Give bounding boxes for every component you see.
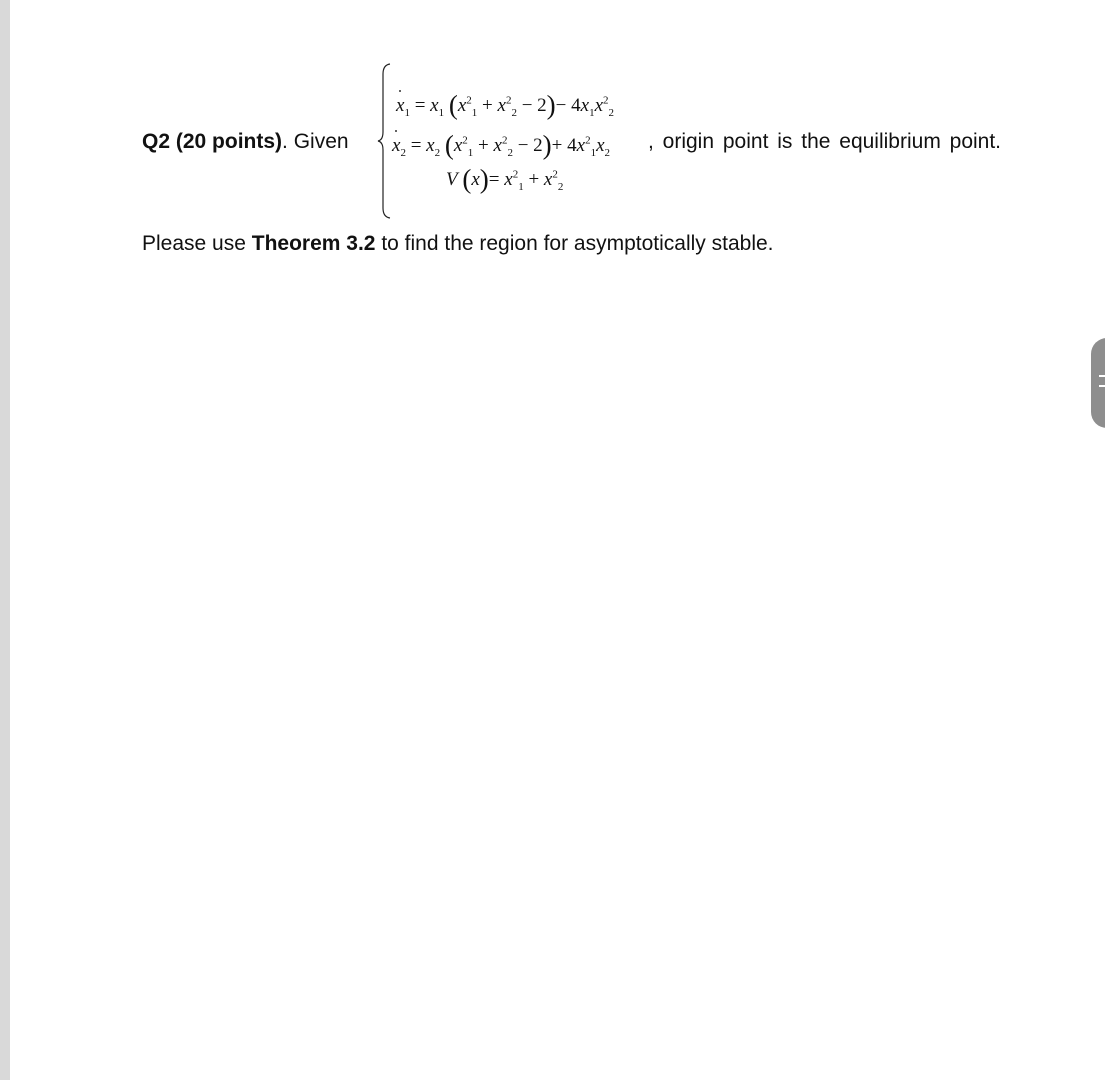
question-period: . bbox=[282, 130, 288, 153]
theorem-reference: Theorem 3.2 bbox=[251, 232, 376, 255]
handle-grip-icon bbox=[1099, 375, 1105, 377]
question-intro bbox=[142, 130, 349, 154]
question-given: Given bbox=[293, 130, 349, 153]
instruction-prefix: Please use bbox=[142, 232, 246, 255]
instruction-suffix: to find the region for asymptotically stable. bbox=[381, 232, 774, 255]
page-left-margin bbox=[0, 0, 10, 1080]
equation-x1-dot: $x_1 = x_1$ $(x^2_1 + x^2_2 - 2)- 4x_1x^2_2$ bbox=[396, 90, 614, 120]
question-suffix: , origin point is the equilibrium point. bbox=[648, 130, 1002, 153]
instruction-line bbox=[142, 232, 774, 256]
equation-x2-dot: $x_2 = x_2$ $(x^2_1 + x^2_2 - 2)+ 4x^2_1x_2$ bbox=[392, 130, 610, 160]
system-brace bbox=[376, 62, 392, 220]
question-label: Q2 (20 points) bbox=[142, 130, 283, 153]
equation-lyapunov: V $(x)= x^2_1 + x^2_2$ bbox=[446, 164, 564, 194]
handle-grip-icon bbox=[1099, 385, 1105, 387]
side-panel-handle[interactable] bbox=[1091, 338, 1105, 428]
